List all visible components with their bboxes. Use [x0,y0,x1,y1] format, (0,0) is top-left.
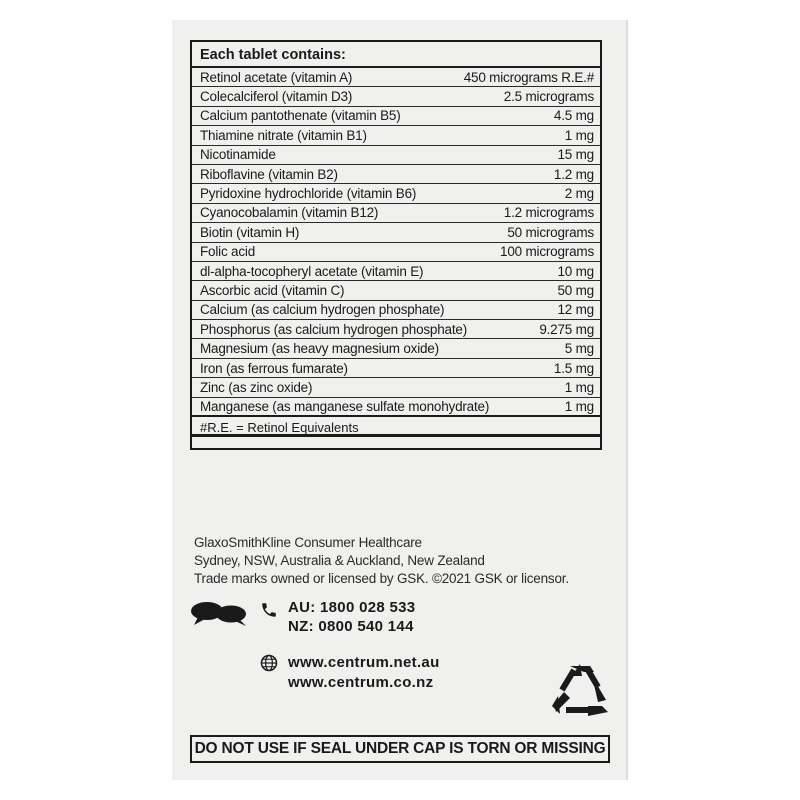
website-nz-link[interactable]: www.centrum.co.nz [288,674,434,691]
ingredient-amount: 15 mg [557,147,594,163]
table-footnote: #R.E. = Retinol Equivalents [192,417,600,437]
ingredient-name: Phosphorus (as calcium hydrogen phosphate) [200,321,468,337]
package-panel [172,20,628,780]
table-row [192,204,600,223]
ingredient-name: Colecalciferol (vitamin D3) [200,89,353,105]
ingredient-name: Ascorbic acid (vitamin C) [200,282,345,298]
table-row [192,68,600,87]
speech-bubbles-icon [190,600,250,626]
table-row [192,146,600,165]
website-au-link[interactable]: www.centrum.net.au [288,654,440,671]
seal-warning: DO NOT USE IF SEAL UNDER CAP IS TORN OR MISSING [190,735,610,763]
ingredient-amount: 1 mg [564,379,594,395]
contact-block [190,596,470,706]
ingredient-amount: 50 micrograms [507,224,594,240]
ingredient-name: Magnesium (as heavy magnesium oxide) [200,341,439,357]
ingredient-name: Nicotinamide [200,147,276,163]
ingredient-name: Retinol acetate (vitamin A) [200,69,353,85]
table-row [192,359,600,378]
ingredient-name: Cyanocobalamin (vitamin B12) [200,205,379,221]
table-row [192,87,600,106]
ingredient-amount: 2 mg [564,186,594,202]
table-row [192,378,600,397]
company-location: Sydney, NSW, Australia & Auckland, New Zealand [194,553,485,568]
nz-phone: NZ: 0800 540 144 [288,618,414,635]
table-row [192,165,600,184]
company-info [194,534,569,588]
table-row [192,281,600,300]
websites [288,653,440,693]
table-row [192,223,600,242]
ingredient-name: Calcium pantothenate (vitamin B5) [200,108,401,124]
ingredient-name: Thiamine nitrate (vitamin B1) [200,127,367,143]
ingredient-name: dl-alpha-tocopheryl acetate (vitamin E) [200,263,424,279]
ingredient-amount: 5 mg [564,341,594,357]
ingredient-amount: 1.2 mg [553,166,594,182]
phone-icon [260,601,278,619]
ingredient-amount: 9.275 mg [539,321,594,337]
table-row [192,262,600,281]
table-header: Each tablet contains: [192,42,600,68]
table-row [192,107,600,126]
ingredient-name: Iron (as ferrous fumarate) [200,360,348,376]
phone-numbers [288,598,415,636]
ingredient-name: Pyridoxine hydrochloride (vitamin B6) [200,186,417,202]
table-row [192,398,600,417]
ingredient-name: Manganese (as manganese sulfate monohydrate) [200,398,490,414]
table-row [192,301,600,320]
ingredient-amount: 1 mg [564,398,594,414]
ingredient-amount: 50 mg [557,282,594,298]
ingredients-table [190,40,602,450]
recycle-icon [550,662,612,720]
ingredient-amount: 1.5 mg [553,360,594,376]
company-name: GlaxoSmithKline Consumer Healthcare [194,535,422,550]
table-row [192,126,600,145]
table-row [192,339,600,358]
ingredient-amount: 10 mg [557,263,594,279]
ingredient-amount: 450 micrograms R.E.# [463,69,594,85]
ingredient-name: Riboflavine (vitamin B2) [200,166,338,182]
ingredient-name: Biotin (vitamin H) [200,224,300,240]
table-row [192,243,600,262]
ingredient-amount: 4.5 mg [553,108,594,124]
ingredient-rows [192,68,600,417]
ingredient-name: Calcium (as calcium hydrogen phosphate) [200,302,445,318]
ingredient-name: Folic acid [200,244,256,260]
ingredient-amount: 100 micrograms [500,244,594,260]
panel-edge [626,20,628,780]
ingredient-amount: 2.5 micrograms [503,89,594,105]
ingredient-amount: 1 mg [564,127,594,143]
au-phone: AU: 1800 028 533 [288,599,416,616]
trademark-notice: Trade marks owned or licensed by GSK. ©2021 GSK or licensor. [194,571,569,586]
ingredient-name: Zinc (as zinc oxide) [200,379,313,395]
ingredient-amount: 1.2 micrograms [503,205,594,221]
table-row [192,320,600,339]
ingredient-amount: 12 mg [557,302,594,318]
table-row [192,184,600,203]
globe-icon [260,654,278,672]
